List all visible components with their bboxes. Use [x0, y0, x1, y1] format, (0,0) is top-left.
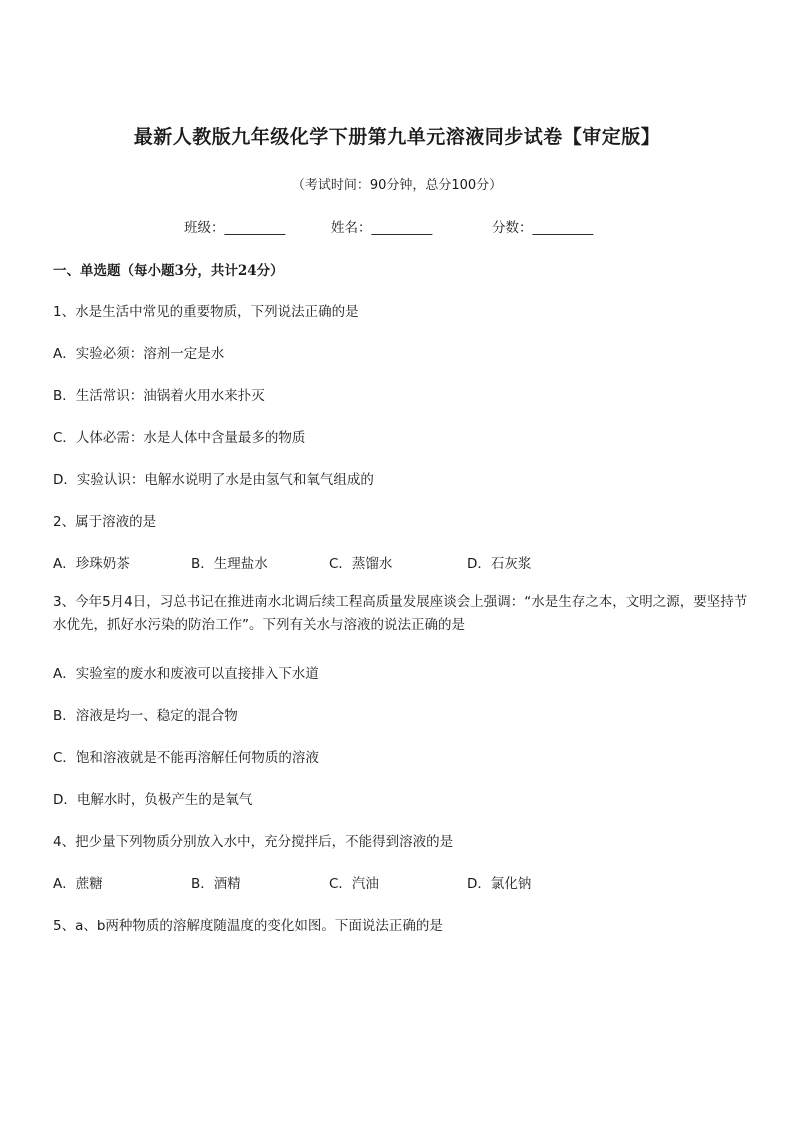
question-4-option-b: B．酒精: [191, 876, 241, 892]
question-2-options: [53, 552, 753, 572]
question-2-stem: 2、属于溶液的是: [53, 514, 157, 530]
question-3-option-c: C．饱和溶液就是不能再溶解任何物质的溶液: [53, 750, 319, 766]
question-2-option-b: B．生理盐水: [191, 556, 268, 572]
question-4-option-a: A．蔗糖: [53, 876, 103, 892]
score-field: 分数：_________: [492, 220, 594, 236]
question-3-option-b: B．溶液是均一、稳定的混合物: [53, 708, 238, 724]
question-3-stem: 3、今年5月4日，习总书记在推进南水北调后续工程高质量发展座谈会上强调：“水是生存之本，文明之源，要坚持节水优先，抓好水污染的防治工作”。下列有关水与溶液的说法正确的是: [53, 594, 748, 633]
question-4-options: [53, 872, 753, 892]
question-2-option-d: D．石灰浆: [467, 556, 532, 572]
question-3-option-a: A．实验室的废水和废液可以直接排入下水道: [53, 666, 319, 682]
question-5-stem: 5、a、b两种物质的溶解度随温度的变化如图。下面说法正确的是: [53, 918, 443, 934]
question-1-stem: 1、水是生活中常见的重要物质，下列说法正确的是: [53, 304, 359, 320]
question-1-option-a: A．实验必须：溶剂一定是水: [53, 346, 225, 362]
question-2-option-c: C．蒸馏水: [329, 556, 393, 572]
name-field: 姓名：_________: [331, 220, 433, 236]
question-1-option-d: D．实验认识：电解水说明了水是由氢气和氧气组成的: [53, 472, 374, 488]
page-title: 最新人教版九年级化学下册第九单元溶液同步试卷【审定版】: [133, 126, 661, 148]
question-4-stem: 4、把少量下列物质分别放入水中，充分搅拌后，不能得到溶液的是: [53, 834, 454, 850]
section-heading: 一、单选题（每小题3分，共计24分）: [53, 263, 284, 279]
question-1-option-c: C．人体必需：水是人体中含量最多的物质: [53, 430, 306, 446]
exam-subtitle: （考试时间：90分钟，总分100分）: [291, 178, 503, 193]
question-1-option-b: B．生活常识：油锅着火用水来扑灭: [53, 388, 265, 404]
class-field: 班级：_________: [184, 220, 286, 236]
question-2-option-a: A．珍珠奶茶: [53, 556, 130, 572]
question-3-option-d: D．电解水时，负极产生的是氧气: [53, 792, 253, 808]
question-4-option-c: C．汽油: [329, 876, 379, 892]
question-4-option-d: D．氯化钠: [467, 876, 532, 892]
